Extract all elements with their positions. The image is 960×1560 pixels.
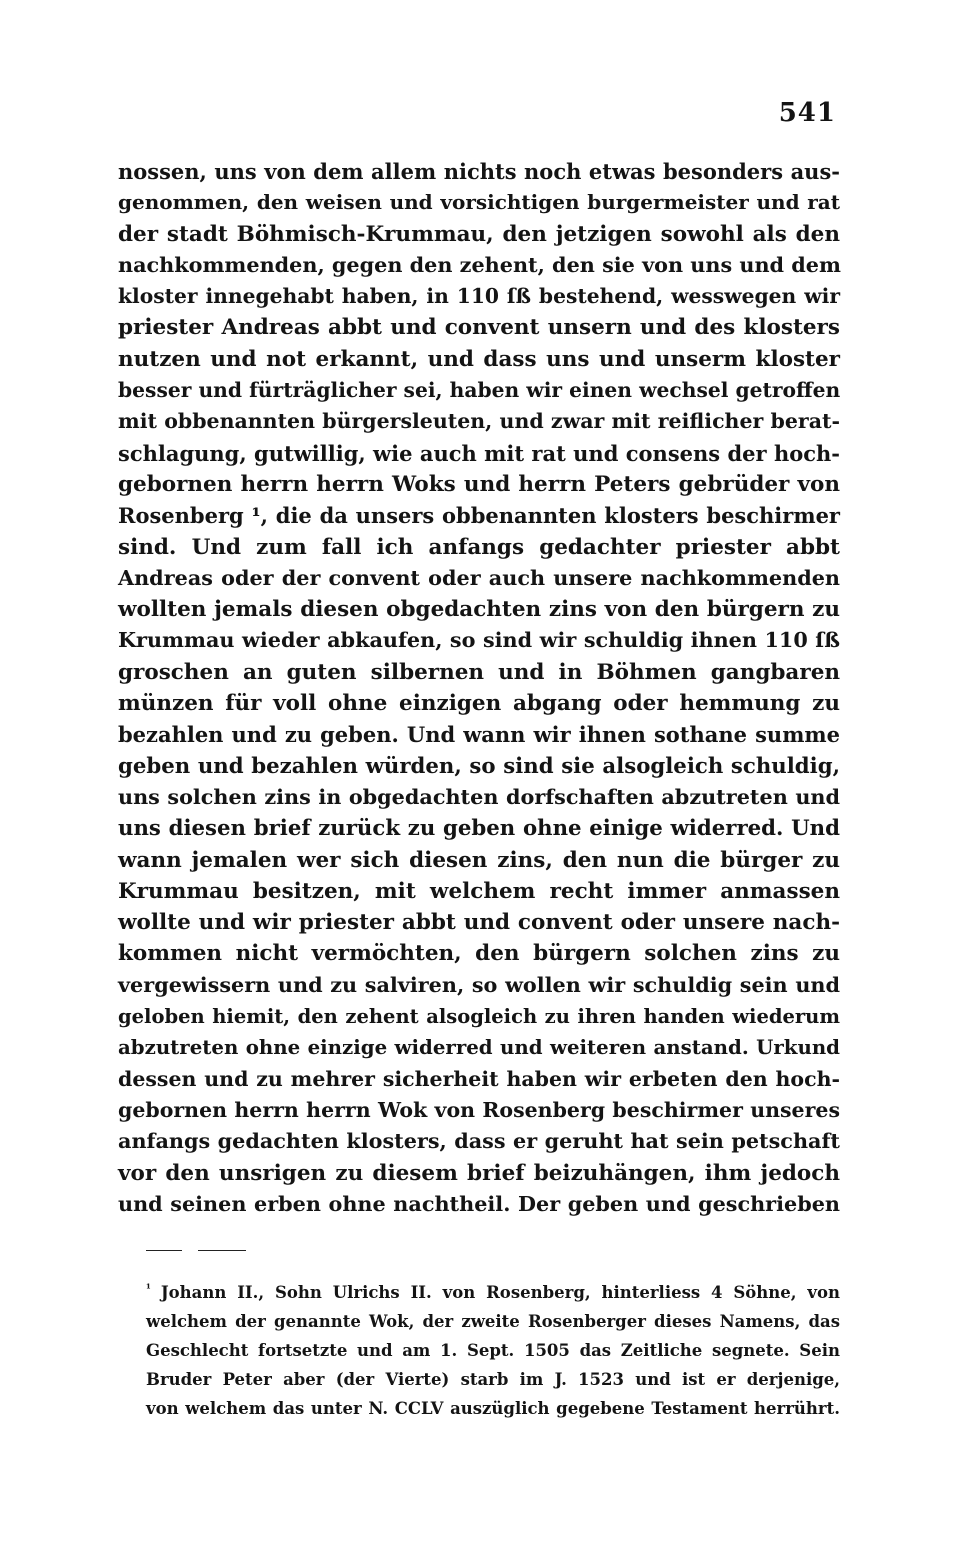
body-line: bezahlen und zu geben. Und wann wir ihnen sothane summe	[118, 722, 840, 748]
body-line: gebornen herrn herrn Woks und herrn Peters gebrüder von	[118, 471, 840, 497]
footnote-line-first	[146, 1278, 840, 1307]
body-line: Andreas oder der convent oder auch unsere nachkommenden	[118, 565, 840, 590]
body-line: Krummau besitzen, mit welchem recht immer anmassen	[118, 878, 840, 904]
body-line: mit obbenannten bürgersleuten, und zwar mit reiflicher berat-	[118, 409, 840, 434]
body-text	[118, 156, 840, 1220]
footnote-line: von welchem das unter N. CCLV auszüglich gegebene Testament herrührt.	[146, 1399, 840, 1418]
body-line: nutzen und not erkannt, und dass uns und unserm kloster	[118, 346, 840, 372]
body-line: priester Andreas abbt und convent unsern und des klosters	[118, 315, 840, 341]
body-line: abzutreten ohne einzige widerred und weiteren anstand. Urkund	[118, 1035, 840, 1060]
body-line: Krummau wieder abkaufen, so sind wir schuldig ihnen 110 ſß	[118, 628, 840, 653]
body-line: dessen und zu mehrer sicherheit haben wir erbeten den hoch-	[118, 1066, 840, 1091]
footnote-line: Bruder Peter aber (der Vierte) starb im J. 1523 und ist er derjenige,	[146, 1370, 840, 1389]
body-line: wann jemalen wer sich diesen zins, den nun die bürger zu	[118, 847, 840, 873]
body-line: kommen nicht vermöchten, den bürgern solchen zins zu	[118, 941, 840, 967]
footnote-marker: ¹	[146, 1281, 151, 1295]
body-line: anfangs gedachten klosters, dass er geruht hat sein petschaft	[118, 1129, 840, 1154]
page-number: 541	[778, 98, 836, 128]
body-line: uns solchen zins in obgedachten dorfschaften abzutreten und	[118, 784, 840, 809]
body-line: und seinen erben ohne nachtheil. Der geben und geschrieben	[118, 1191, 840, 1216]
body-line: Rosenberg ¹, die da unsers obbenannten klosters beschirmer	[118, 503, 840, 529]
body-line: wollte und wir priester abbt und convent oder unsere nach-	[118, 910, 840, 936]
body-line: schlagung, gutwillig, wie auch mit rat und consens der hoch-	[118, 440, 840, 466]
body-line: nachkommenden, gegen den zehent, den sie von uns und dem	[118, 252, 841, 277]
footnote-line: Geschlecht fortsetzte und am 1. Sept. 1505 das Zeitliche segnete. Sein	[146, 1341, 840, 1360]
body-line: vor den unsrigen zu diesem brief beizuhängen, ihm jedoch	[118, 1160, 840, 1186]
body-line: geloben hiemit, den zehent alsogleich zu ihren handen wiederum	[118, 1005, 840, 1029]
body-line: münzen für voll ohne einzigen abgang oder hemmung zu	[118, 691, 840, 717]
footnote-line: welchem der genannte Wok, der zweite Rosenberger dieses Namens, das	[146, 1312, 840, 1331]
body-line: groschen an guten silbernen und in Böhmen gangbaren	[118, 659, 840, 685]
footnote	[146, 1278, 840, 1423]
footnote-divider	[146, 1250, 246, 1251]
body-line: genommen, den weisen und vorsichtigen burgermeister und rat	[118, 190, 840, 215]
body-line: nossen, uns von dem allem nichts noch etwas besonders aus-	[118, 159, 840, 184]
footnote-line-text: Johann II., Sohn Ulrichs II. von Rosenberg, hinterliess 4 Söhne, von	[160, 1283, 840, 1302]
body-line: uns diesen brief zurück zu geben ohne einige widerred. Und	[118, 816, 840, 842]
body-line: gebornen herrn herrn Wok von Rosenberg beschirmer unseres	[118, 1097, 840, 1122]
body-line: wollten jemals diesen obgedachten zins von den bürgern zu	[118, 597, 840, 623]
body-line: der stadt Böhmisch-Krummau, den jetzigen sowohl als den	[118, 221, 840, 247]
body-line: besser und fürträglicher sei, haben wir einen wechsel getroffen	[118, 378, 841, 403]
body-line: geben und bezahlen würden, so sind sie alsogleich schuldig,	[118, 753, 840, 779]
body-line: vergewissern und zu salviren, so wollen wir schuldig sein und	[118, 972, 840, 997]
body-line: kloster innegehabt haben, in 110 ſß bestehend, wesswegen wir	[118, 284, 840, 309]
body-line: sind. Und zum fall ich anfangs gedachter priester abbt	[118, 534, 840, 560]
